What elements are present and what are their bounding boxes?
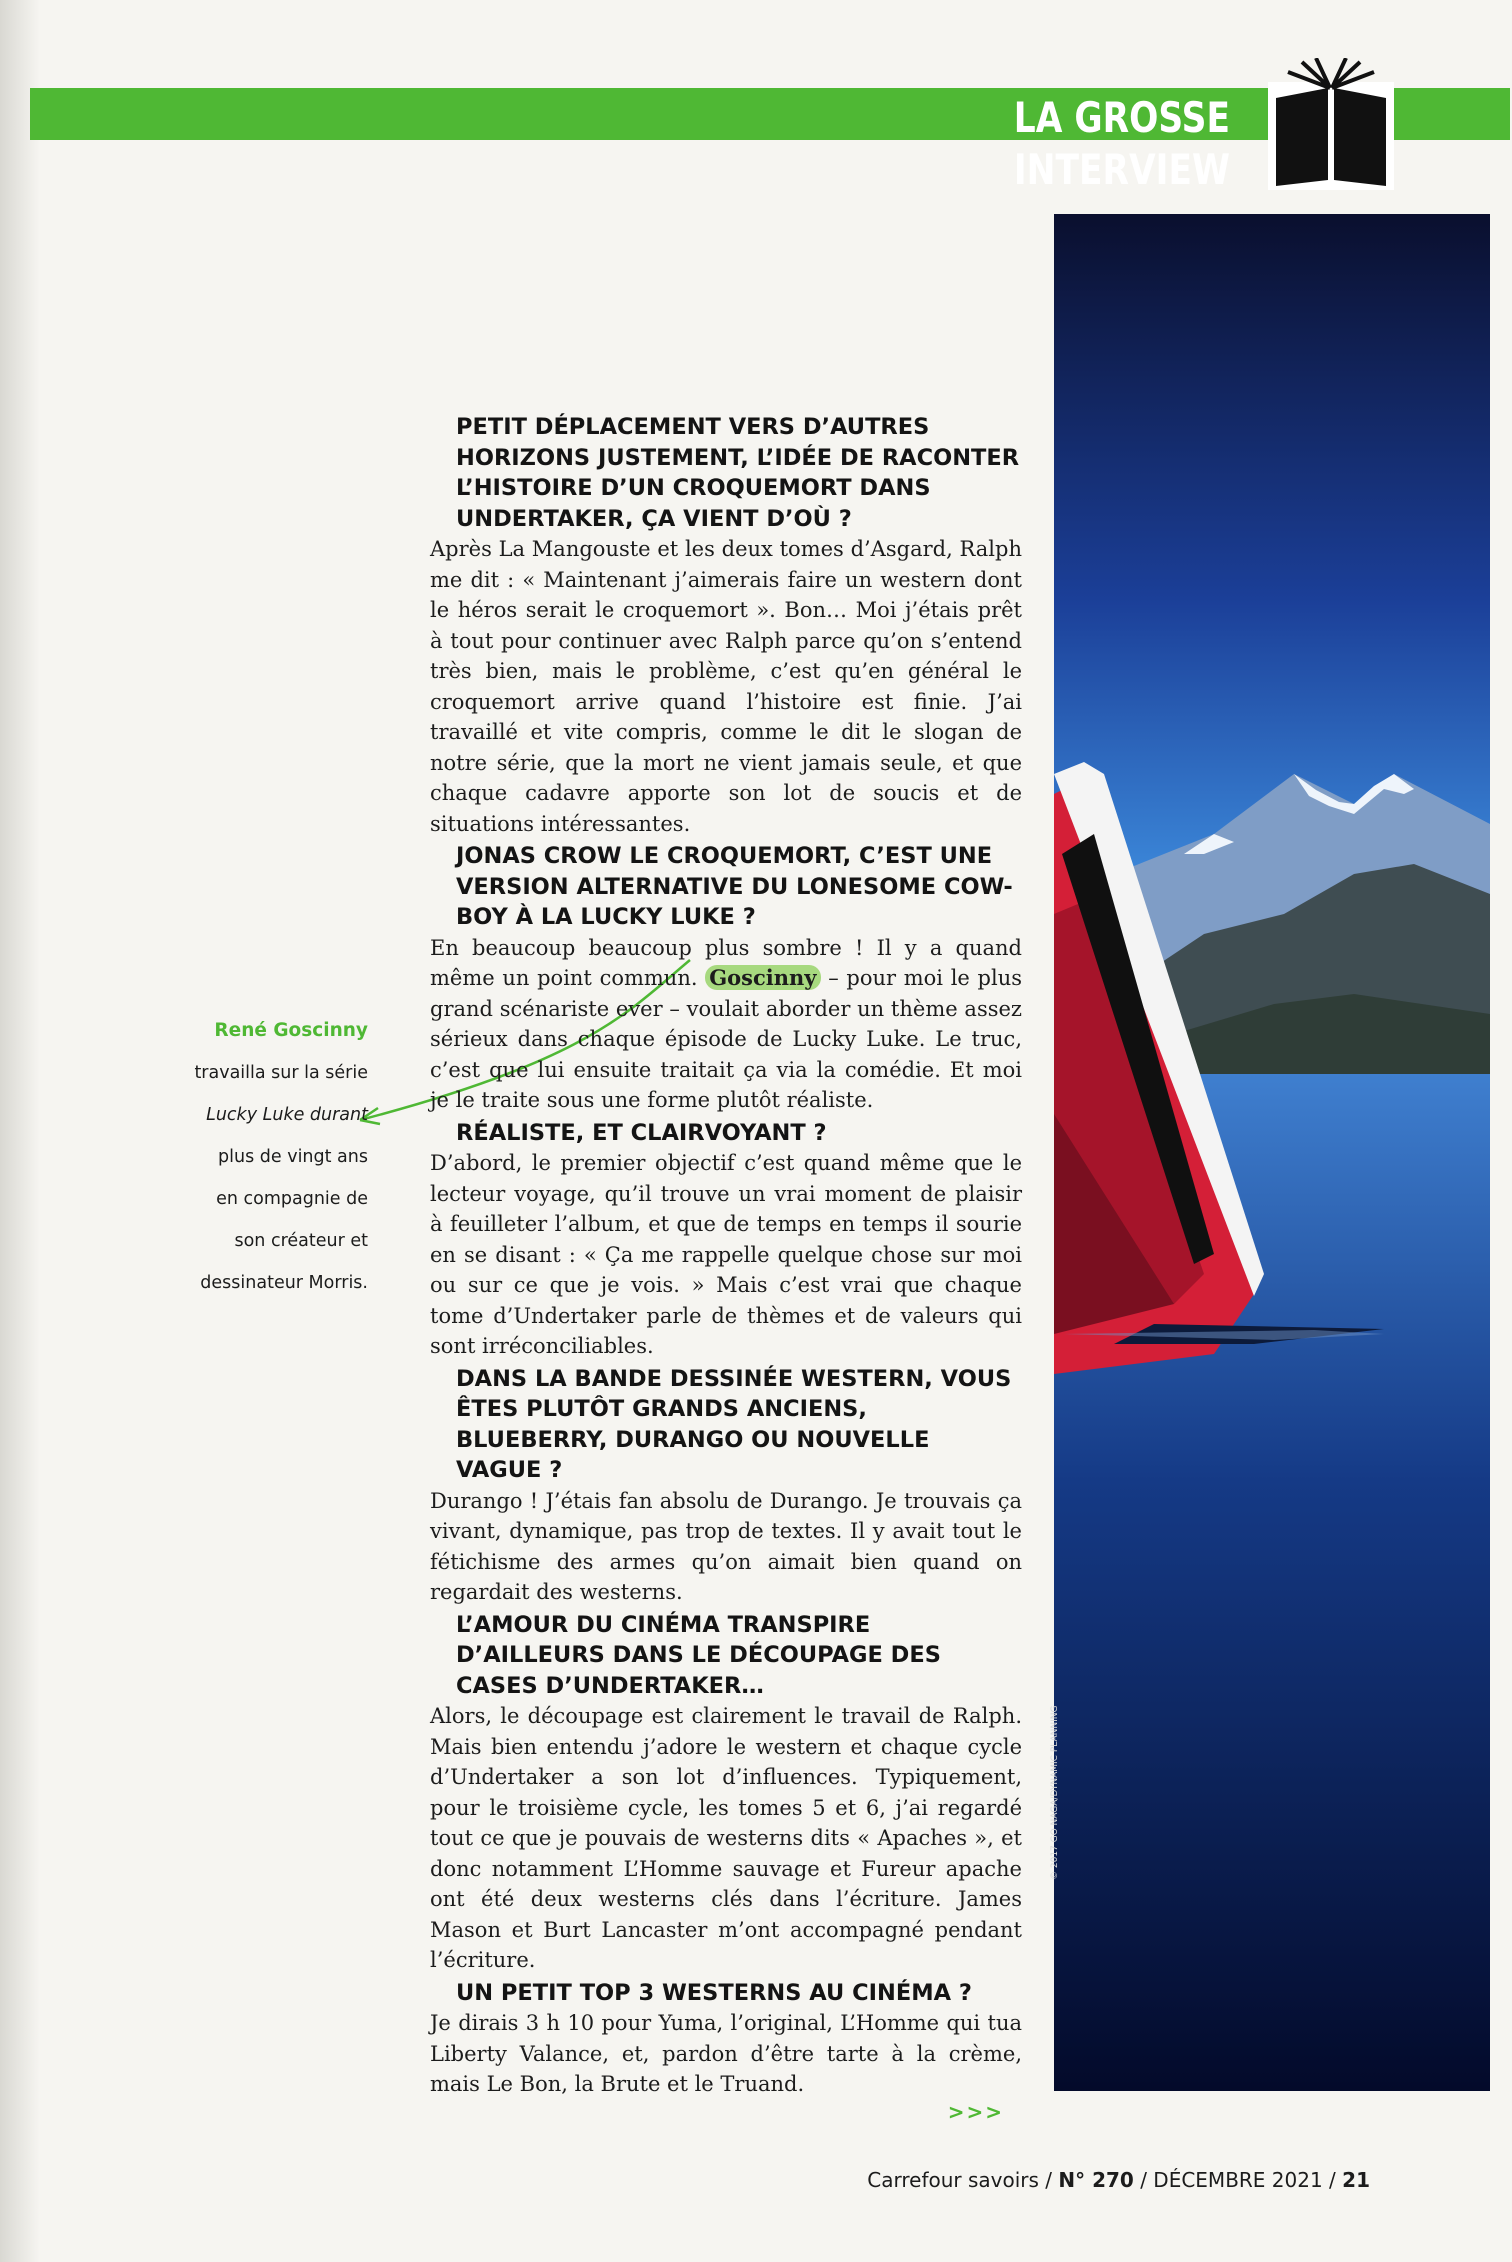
question-2: JONAS CROW LE CROQUEMORT, C’EST UNE VERSION ALTERNATIVE DU LONESOME COW-BOY À LA LUCKY LUKE ? bbox=[456, 843, 1013, 930]
question-6: UN PETIT TOP 3 WESTERNS AU CINÉMA ? bbox=[456, 1979, 972, 2006]
image-credit: © 2017 GO NAGA/DYNAMIC PLANNING bbox=[1050, 1705, 1060, 1880]
answer-5: Alors, le découpage est clairement le travail de Ralph. Mais bien entendu j’adore le western et chaque cycle d’Undertaker a son lot d’influences. Typiquement, pour le troisième cycle, les tomes 5 et 6, j’ai regardé tout ce que je pouvais de westerns dits « Apaches », et donc notamment L’Homme sauvage et Fureur apache ont été deux westerns clés dans l’écriture. James Mason et Burt Lancaster m’ont accompagné pendant l’écriture. bbox=[430, 1704, 1022, 1972]
footer-magazine: Carrefour savoirs bbox=[867, 2168, 1039, 2192]
footer-issue: N° 270 bbox=[1058, 2168, 1134, 2192]
continue-marker: >>> bbox=[947, 2099, 1004, 2124]
sidebar-line: en compagnie de bbox=[216, 1189, 368, 1209]
section-rubric: LA GROSSE INTERVIEW bbox=[1013, 93, 1230, 194]
sidebar-line: plus de vingt ans bbox=[218, 1147, 368, 1167]
answer-2 bbox=[410, 933, 1022, 1116]
answer-2-start: En beaucoup beaucoup plus sombre ! Il y a quand même un point commun. bbox=[430, 935, 1022, 990]
sidebar-line: Lucky Luke durant bbox=[206, 1105, 368, 1125]
cover-illustration bbox=[1054, 214, 1490, 2091]
question-5: L’AMOUR DU CINÉMA TRANSPIRE D’AILLEURS DANS LE DÉCOUPAGE DES CASES D’UNDERTAKER… bbox=[456, 1611, 941, 1699]
page-fold-shadow bbox=[0, 0, 40, 2262]
highlight-goscinny: Goscinny bbox=[705, 965, 820, 990]
footer-date: DÉCEMBRE 2021 bbox=[1153, 2168, 1323, 2192]
sidebar-line: travailla sur la série bbox=[194, 1063, 368, 1083]
sidebar-note bbox=[118, 1010, 368, 1304]
sidebar-line: son créateur et bbox=[234, 1231, 368, 1251]
answer-3: D’abord, le premier objectif c’est quand même que le lecteur voyage, qu’il trouve un vrai moment de plaisir à feuilleter l’album, et que de temps en temps il sourie en se disant : « Ça me rappelle quelque chose sur moi ou sur ce que je vois. » Mais c’est vrai que chaque tome d’Undertaker parle de thèmes et de valeurs qui sont irréconciliables. bbox=[430, 1151, 1022, 1358]
answer-1: Après La Mangouste et les deux tomes d’Asgard, Ralph me dit : « Maintenant j’aimerais faire un western dont le héros serait le croquemort ». Bon… Moi j’étais prêt à tout pour continuer avec Ralph parce qu’on s’entend très bien, mais le problème, c’est qu’en général le croquemort arrive quand l’histoire est finie. J’ai travaillé et vite compris, comme le dit le slogan de notre série, que la mort ne vient jamais seule, et que chaque cadavre apporte son lot de soucis et de situations intéressantes. bbox=[430, 537, 1022, 836]
question-3: RÉALISTE, ET CLAIRVOYANT ? bbox=[456, 1119, 827, 1146]
sidebar-name: René Goscinny bbox=[214, 1020, 368, 1041]
question-1: PETIT DÉPLACEMENT VERS D’AUTRES HORIZONS JUSTEMENT, L’IDÉE DE RACONTER L’HISTOIRE D’UN CROQUEMORT DANS UNDERTAKER, ÇA VIENT D’OÙ ? bbox=[456, 414, 1020, 532]
article-column bbox=[410, 410, 1022, 2124]
answer-4: Durango ! J’étais fan absolu de Durango. Je trouvais ça vivant, dynamique, pas trop de textes. Il y avait tout le fétichisme des armes qu’on aimait bien quand on regardait des westerns. bbox=[430, 1488, 1022, 1604]
sidebar-line: dessinateur Morris. bbox=[200, 1273, 368, 1293]
open-book-icon bbox=[1262, 58, 1400, 190]
page-footer: Carrefour savoirs / N° 270 / DÉCEMBRE 2021 / 21 bbox=[867, 2168, 1370, 2192]
answer-2-end: – pour moi le plus grand scénariste ever – voulait aborder un thème assez sérieux dans chaque épisode de Lucky Luke. Le truc, c’est que lui ensuite traitait ça via la comédie. Et moi je le traite sous une forme plutôt réaliste. bbox=[430, 966, 1023, 1112]
question-4: DANS LA BANDE DESSINÉE WESTERN, VOUS ÊTES PLUTÔT GRANDS ANCIENS, BLUEBERRY, DURANGO OU NOUVELLE VAGUE ? bbox=[456, 1365, 1012, 1483]
footer-page: 21 bbox=[1342, 2168, 1370, 2192]
answer-6: Je dirais 3 h 10 pour Yuma, l’original, L’Homme qui tua Liberty Valance, et, pardon d’être tarte à la crème, mais Le Bon, la Brute et le Truand. bbox=[430, 2011, 1022, 2096]
